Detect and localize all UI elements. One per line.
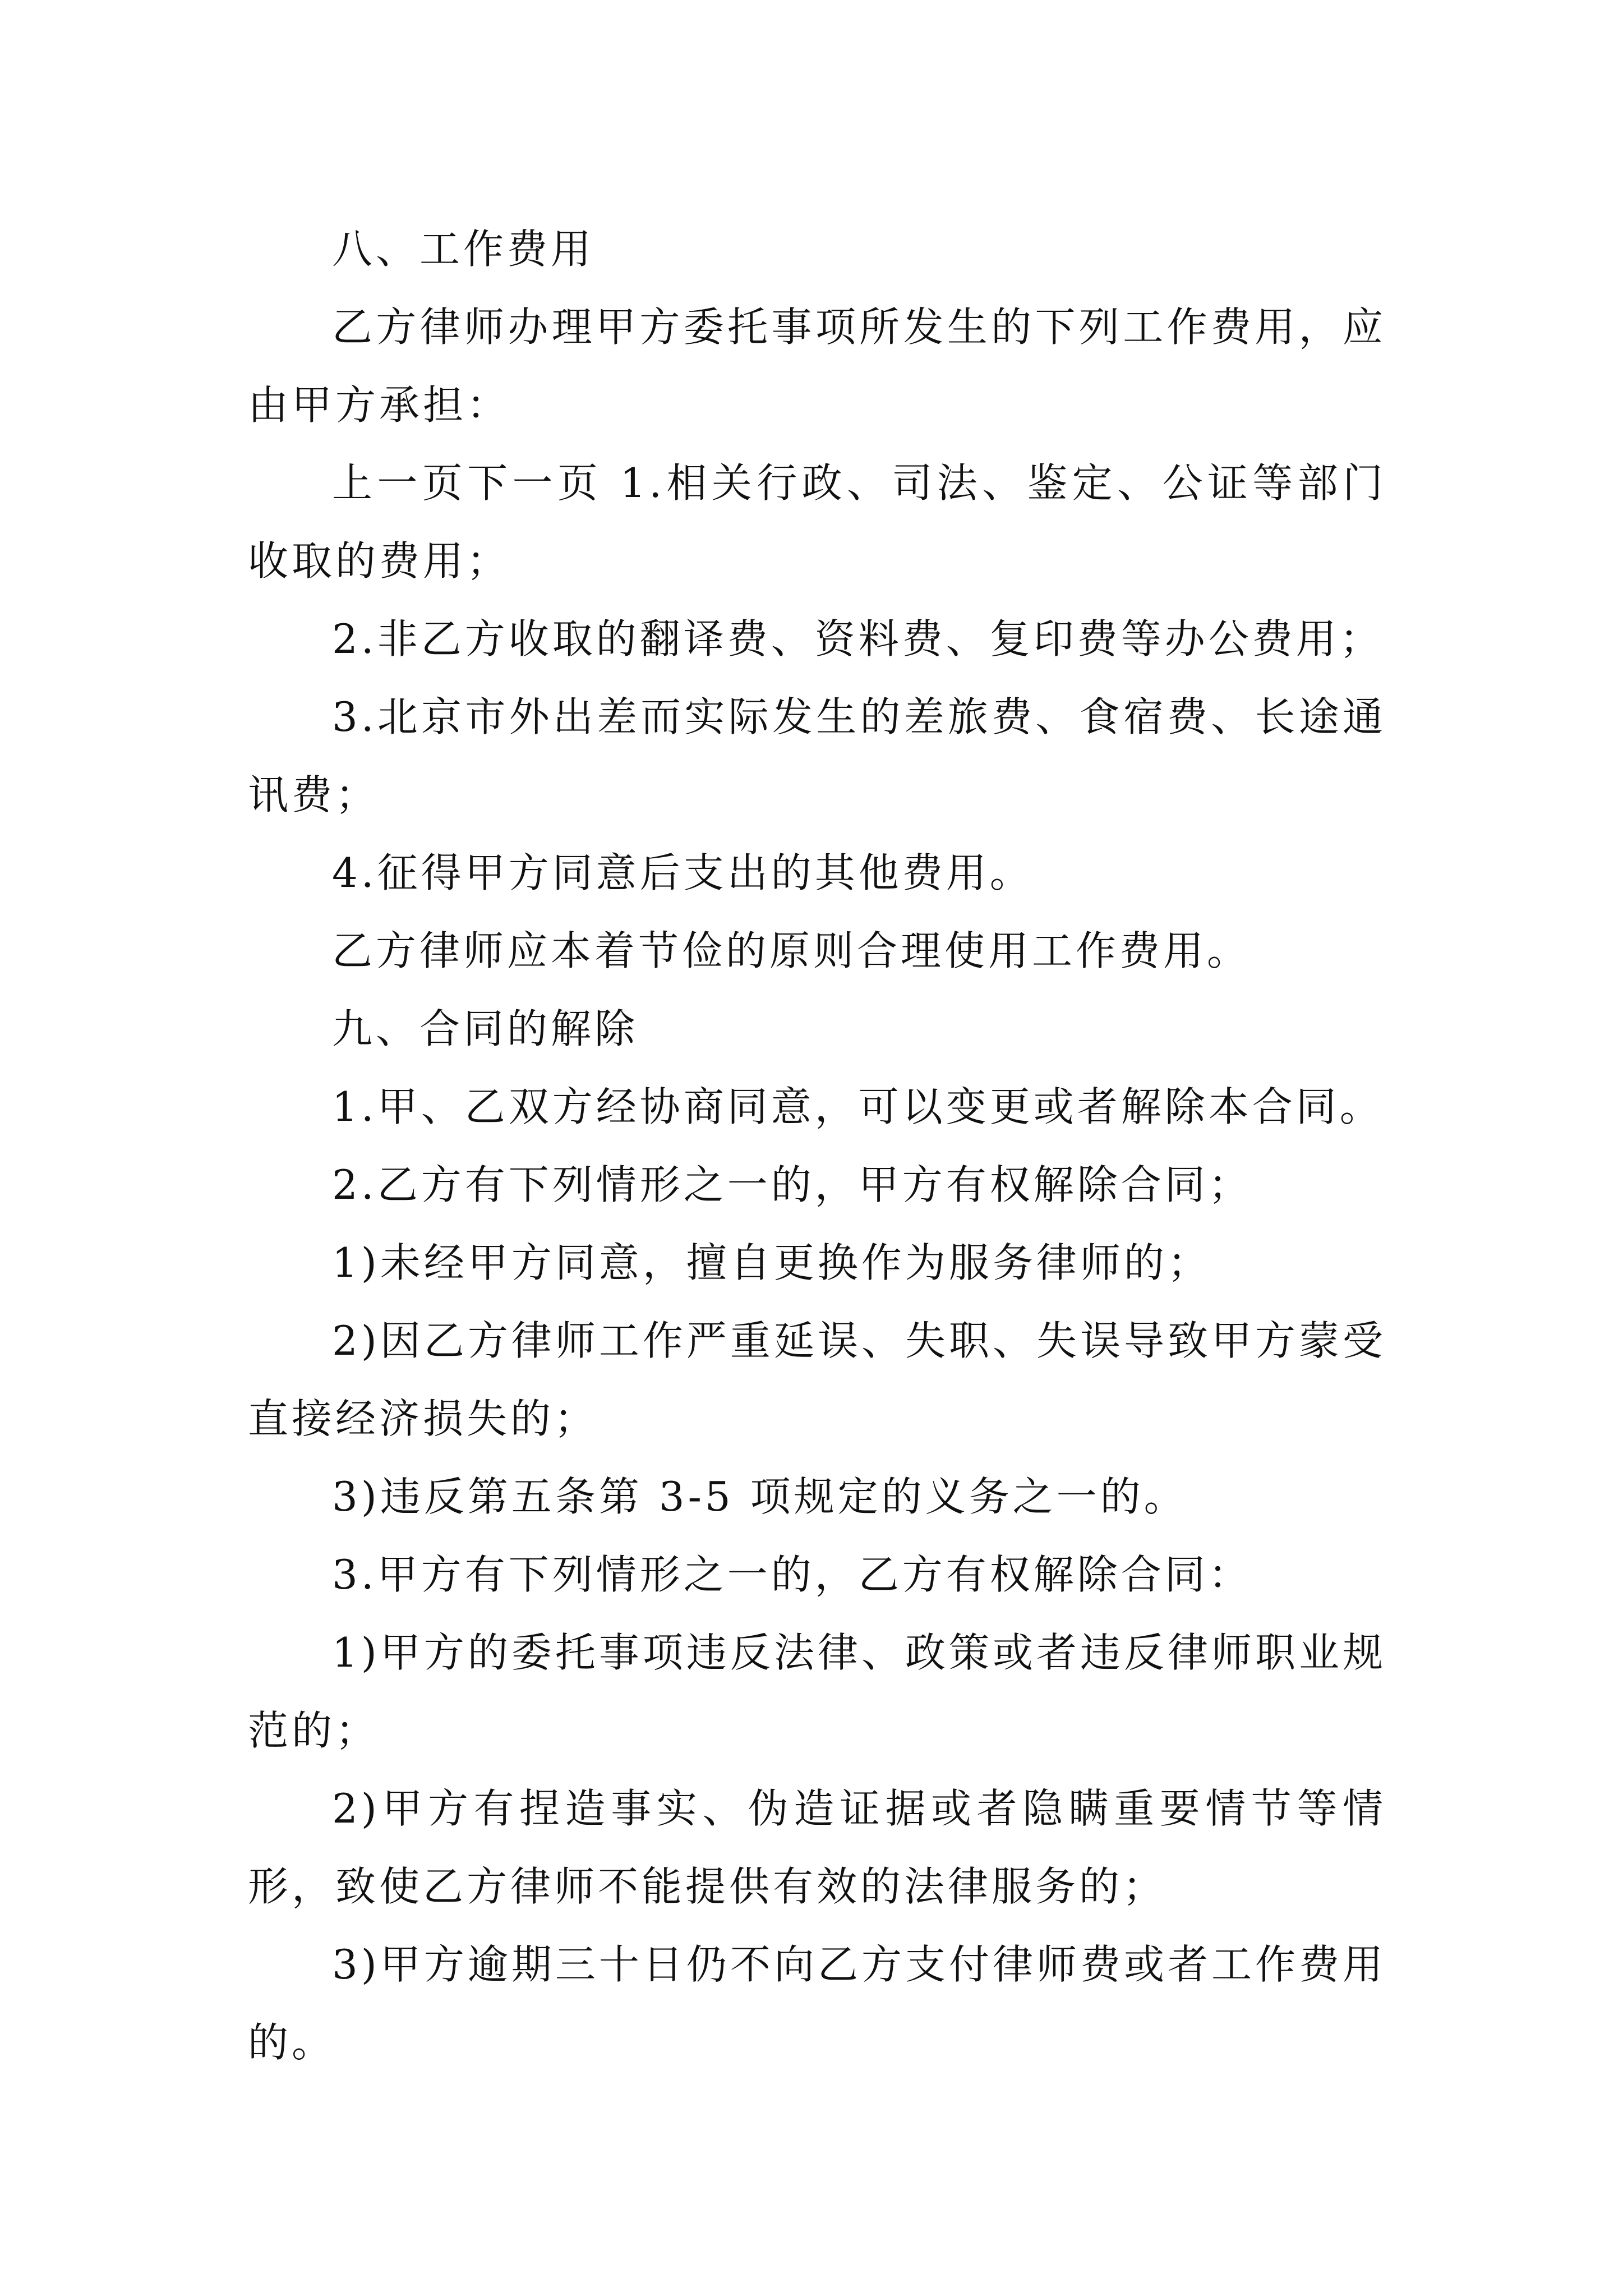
paragraph: 3.甲方有下列情形之一的，乙方有权解除合同： — [332, 1551, 1252, 1598]
paragraph: 2)因乙方律师工作严重延误、失职、失误导致甲方蒙受直接经济损失的； — [248, 1317, 1386, 1442]
paragraph: 4.征得甲方同意后支出的其他费用。 — [332, 849, 1034, 896]
paragraph: 上一页下一页 1.相关行政、司法、鉴定、公证等部门收取的费用； — [248, 459, 1386, 585]
paragraph: 3.北京市外出差而实际发生的差旅费、食宿费、长途通讯费； — [248, 693, 1386, 818]
paragraph: 1)甲方的委托事项违反法律、政策或者违反律师职业规范的； — [248, 1629, 1386, 1754]
paragraph: 3)甲方逾期三十日仍不向乙方支付律师费或者工作费用的。 — [248, 1941, 1386, 2066]
paragraph: 3)违反第五条第 3-5 项规定的义务之一的。 — [332, 1473, 1188, 1520]
paragraph: 2)甲方有捏造事实、伪造证据或者隐瞒重要情节等情形，致使乙方律师不能提供有效的法律服务的； — [248, 1785, 1386, 1910]
paragraph: 1)未经甲方同意，擅自更换作为服务律师的； — [332, 1239, 1211, 1286]
paragraph: 乙方律师办理甲方委托事项所发生的下列工作费用，应由甲方承担： — [248, 303, 1386, 429]
paragraph: 2.非乙方收取的翻译费、资料费、复印费等办公费用； — [332, 615, 1384, 662]
section-heading-contract-termination: 九、合同的解除 — [332, 1005, 639, 1052]
paragraph: 1.甲、乙双方经协商同意，可以变更或者解除本合同。 — [332, 1083, 1384, 1130]
paragraph: 乙方律师应本着节俭的原则合理使用工作费用。 — [332, 927, 1251, 974]
document-body — [248, 210, 1386, 2082]
paragraph: 2.乙方有下列情形之一的，甲方有权解除合同； — [332, 1161, 1252, 1208]
section-heading-work-fees: 八、工作费用 — [332, 226, 595, 273]
